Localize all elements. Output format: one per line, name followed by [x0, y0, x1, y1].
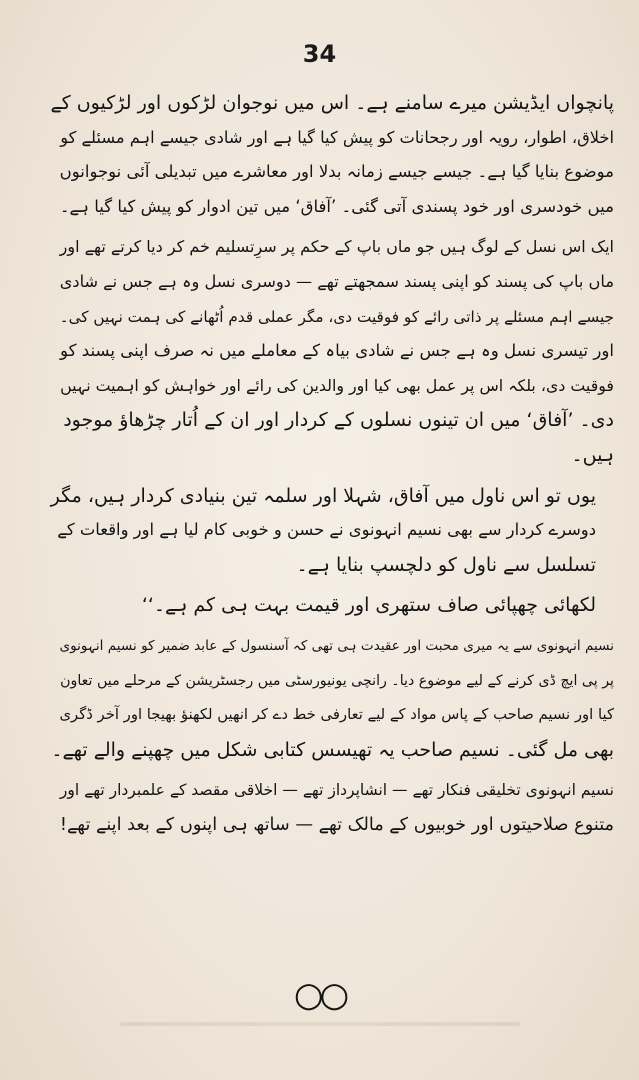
paragraph: [48, 773, 614, 842]
text-line: فوقیت دی، بلکہ اس پر عمل بھی کیا اور والدین کی رائے اور خواہش کو اہمیت نہیں: [60, 375, 614, 395]
text-line: نسیم انہونوی سے یہ میری محبت اور عقیدت ہی تھی کہ آسنسول کے عابد ضمیر کو نسیم انہونوی: [59, 637, 614, 654]
text-line: پانچواں ایڈیشن میرے سامنے ہے۔ اس میں نوجوان لڑکوں اور لڑکیوں کے: [50, 92, 614, 114]
text-line: اخلاق، اطوار، رویہ اور رجحانات کو پیش کیا گیا ہے اور شادی جیسے اہم مسئلے کو: [60, 127, 614, 147]
text-line: میں خودسری اور خود پسندی آتی گئی۔ ’آفاق‘ میں تین ادوار کو پیش کیا گیا ہے۔: [59, 196, 614, 216]
text-line: پر پی ایچ ڈی کرنے کے لیے موضوع دیا۔ رانچی یونیورسٹی میں رجسٹریشن کے مرحلے میں تعاون: [60, 672, 614, 689]
text-line: ماں باپ کی پسند کو اپنی پسند سمجھتے تھے — دوسری نسل وہ ہے جس نے شادی: [59, 271, 614, 291]
text-line: لکھائی چھپائی صاف ستھری اور قیمت بہت ہی کم ہے۔‘‘: [141, 594, 596, 617]
text-line: تسلسل سے ناول کو دلچسپ بنایا ہے۔: [296, 553, 596, 576]
paragraph: [48, 479, 614, 583]
text-line: بھی مل گئی۔ نسیم صاحب یہ تھیسس کتابی شکل میں چھپنے والے تھے۔: [51, 738, 614, 761]
paragraph: [48, 629, 614, 767]
text-line: ہیں۔: [571, 443, 614, 466]
paragraph: [48, 230, 614, 472]
paragraph: [48, 588, 614, 623]
text-line: جیسے اہم مسئلے پر ذاتی رائے کو فوقیت دی، مگر عملی قدم اُٹھانے کی ہمت نہیں کی۔: [59, 307, 614, 326]
end-ornament: ○○: [293, 975, 346, 1015]
paragraph: [48, 86, 614, 224]
page-number: 34: [302, 40, 337, 68]
text-line: یوں تو اس ناول میں آفاق، شہلا اور سلمہ تین بنیادی کردار ہیں، مگر: [50, 484, 596, 507]
text-line: نسیم انہونوی تخلیقی فنکار تھے — انشاپرداز تھے — اخلاقی مقصد کے علمبردار تھے اور: [59, 781, 614, 800]
text-line: اور تیسری نسل وہ ہے جس نے شادی بیاہ کے معاملے میں نہ صرف اپنی پسند کو: [60, 341, 614, 361]
text-line: متنوع صلاحیتوں اور خوبیوں کے مالک تھے — ساتھ ہی اپنوں کے بعد اپنے تھے!: [59, 814, 614, 835]
text-line: موضوع بنایا گیا ہے۔ جیسے جیسے زمانہ بدلا اور معاشرے میں تبدیلی آئی نوجوانوں: [59, 162, 614, 182]
text-line: ایک اس نسل کے لوگ ہیں جو ماں باپ کے حکم پر سرِتسلیم خم کر دیا کرتے تھے اور: [59, 237, 614, 257]
text-line: دوسرے کردار سے بھی نسیم انہونوی نے حسن و خوبی کام لیا ہے اور واقعات کے: [57, 520, 596, 540]
text-line: کیا اور نسیم صاحب کے پاس مواد کے لیے تعارفی خط دے کر انھیں لکھنؤ بھیجا اور آخر ڈگری: [59, 706, 614, 724]
body-text: [48, 86, 614, 848]
text-line: دی۔ ’آفاق‘ میں ان تینوں نسلوں کے کردار اور ان کے اُتار چڑھاؤ موجود: [63, 409, 614, 432]
page-smudge: [120, 1022, 520, 1026]
